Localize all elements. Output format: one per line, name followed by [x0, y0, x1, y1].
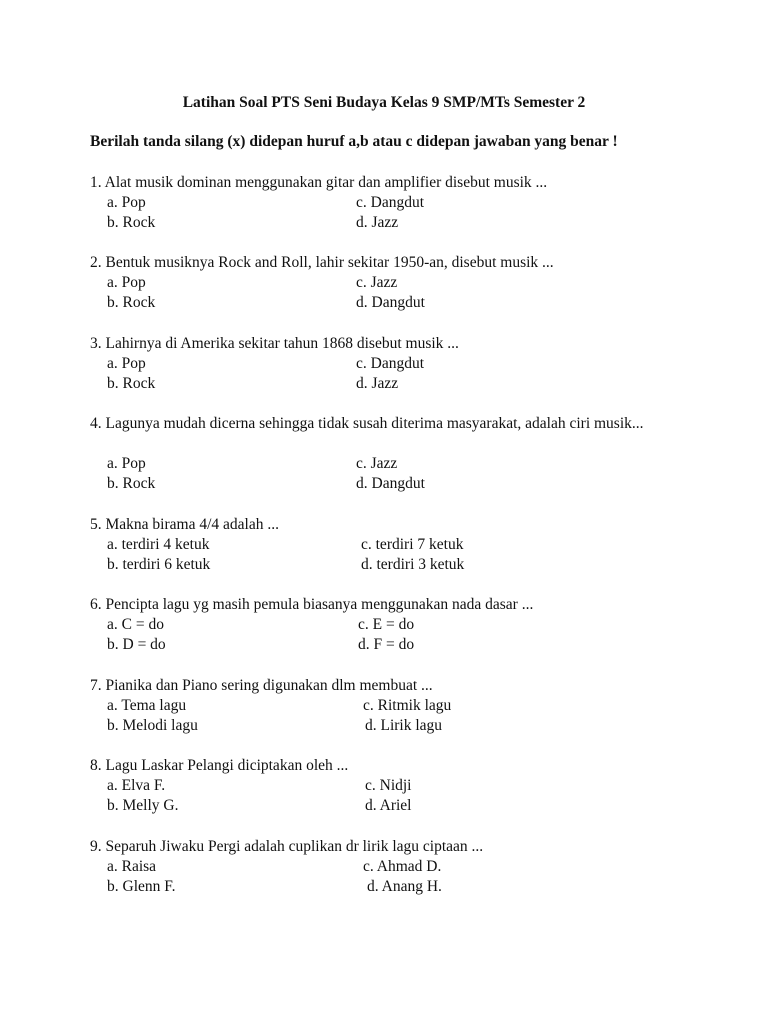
question-9-text: 9. Separuh Jiwaku Pergi adalah cuplikan dr lirik lagu ciptaan ...	[90, 838, 484, 855]
question-1-option-b: b. Rock	[107, 214, 156, 231]
question-9-option-a: a. Raisa	[107, 858, 157, 875]
question-4-option-d: d. Dangdut	[356, 475, 425, 492]
question-6-option-a: a. C = do	[107, 616, 164, 633]
question-5-option-a: a. terdiri 4 ketuk	[107, 536, 210, 553]
question-2-option-d: d. Dangdut	[356, 294, 425, 311]
question-3-text: 3. Lahirnya di Amerika sekitar tahun 1868 disebut musik ...	[90, 335, 459, 352]
question-1-text: 1. Alat musik dominan menggunakan gitar dan amplifier disebut musik ...	[90, 174, 548, 191]
question-9-option-c: c. Ahmad D.	[363, 858, 442, 875]
question-9-option-d: d. Anang H.	[367, 878, 442, 895]
question-5-option-c: c. terdiri 7 ketuk	[361, 536, 464, 553]
question-4-option-c: c. Jazz	[356, 455, 398, 472]
question-7-option-a: a. Tema lagu	[107, 697, 187, 714]
question-6-option-b: b. D = do	[107, 636, 166, 653]
question-8-option-c: c. Nidji	[365, 777, 412, 794]
question-2-text: 2. Bentuk musiknya Rock and Roll, lahir sekitar 1950-an, disebut musik ...	[90, 254, 554, 271]
question-1-option-a: a. Pop	[107, 194, 146, 211]
question-3-option-b: b. Rock	[107, 375, 156, 392]
question-5-option-d: d. terdiri 3 ketuk	[361, 556, 465, 573]
question-8-option-b: b. Melly G.	[107, 797, 179, 814]
question-2-option-c: c. Jazz	[356, 274, 398, 291]
question-2-option-b: b. Rock	[107, 294, 156, 311]
question-6-text: 6. Pencipta lagu yg masih pemula biasanya menggunakan nada dasar ...	[90, 596, 534, 613]
question-8-option-a: a. Elva F.	[107, 777, 166, 794]
question-6-option-c: c. E = do	[358, 616, 415, 633]
question-5-text: 5. Makna birama 4/4 adalah ...	[90, 516, 279, 533]
question-8-text: 8. Lagu Laskar Pelangi diciptakan oleh ...	[90, 757, 349, 774]
question-7-option-b: b. Melodi lagu	[107, 717, 198, 734]
question-1-option-c: c. Dangdut	[356, 194, 425, 211]
question-2-option-a: a. Pop	[107, 274, 146, 291]
question-3-option-c: c. Dangdut	[356, 355, 425, 372]
question-4-text: 4. Lagunya mudah dicerna sehingga tidak susah diterima masyarakat, adalah ciri musik...	[90, 415, 644, 432]
question-6-option-d: d. F = do	[358, 636, 415, 653]
question-9-option-b: b. Glenn F.	[107, 878, 176, 895]
question-5-option-b: b. terdiri 6 ketuk	[107, 556, 211, 573]
question-7-text: 7. Pianika dan Piano sering digunakan dlm membuat ...	[90, 677, 433, 694]
question-7-option-c: c. Ritmik lagu	[363, 697, 452, 714]
document-title: Latihan Soal PTS Seni Budaya Kelas 9 SMP/MTs Semester 2	[182, 94, 586, 111]
question-8-option-d: d. Ariel	[365, 797, 412, 814]
question-4-option-b: b. Rock	[107, 475, 156, 492]
question-4-option-a: a. Pop	[107, 455, 146, 472]
question-7-option-d: d. Lirik lagu	[365, 717, 443, 734]
instruction-text: Berilah tanda silang (x) didepan huruf a,b atau c didepan jawaban yang benar !	[90, 133, 618, 150]
question-3-option-d: d. Jazz	[356, 375, 399, 392]
question-3-option-a: a. Pop	[107, 355, 146, 372]
question-1-option-d: d. Jazz	[356, 214, 399, 231]
